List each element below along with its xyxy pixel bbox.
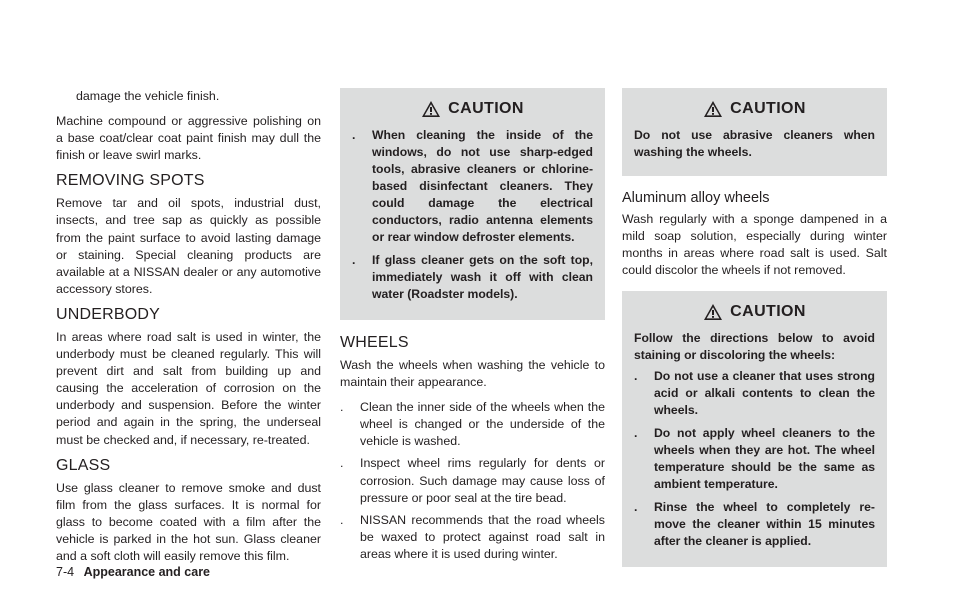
glass-text: Use glass cleaner to remove smoke and dust film from the glass surfaces. It is normal for glass to become coated with a film after the vehicle is parked in the hot sun. Glass cleaner and a soft cloth will easily remove this film.: [56, 480, 321, 563]
list-item: . Inspect wheel rims regularly for dents or corrosion. Such damage may cause loss of pressure or poor seal at the tire bead.: [340, 456, 605, 505]
wheels-heading: WHEELS: [340, 334, 409, 351]
caution-header: [634, 303, 875, 321]
list-item: . NISSAN recommends that the road wheels be waxed to protect against road salt in areas where it is used during winter.: [340, 512, 605, 561]
section-title: Appearance and care: [83, 565, 211, 579]
page-footer: [56, 565, 210, 579]
continued-text: damage the vehicle finish.: [76, 89, 220, 103]
caution-item: . Do not use a cleaner that uses strong acid or alkali contents to clean the wheels.: [634, 369, 875, 418]
caution-box-wheels: [622, 291, 887, 567]
list-item: . Clean the inner side of the wheels when the wheel is changed or the underside of the vehicle is washed.: [340, 400, 605, 449]
caution-header: [352, 100, 593, 118]
caution-list: [634, 368, 875, 550]
caution-title: CAUTION: [730, 100, 806, 117]
bullet: .: [352, 128, 356, 142]
bullet: .: [340, 512, 344, 527]
underbody-heading: UNDERBODY: [56, 305, 161, 323]
polishing-paragraph: Machine compound or aggressive polishing on a base coat/clear coat paint finish may dull the finish or leave swirl marks.: [56, 114, 321, 163]
caution-item: . When cleaning the inside of the windows, do not use sharp-edged tools, abrasive cleaners or chlorine-based disinfectant cleaners. They could damage the electrical conductors, radio antenna elements or rear window defroster elements.: [352, 128, 593, 244]
wheels-text: Wash the wheels when washing the vehicle to maintain their appearance.: [340, 358, 605, 390]
right-column: [622, 88, 887, 581]
bullet: .: [634, 500, 638, 515]
alloy-wheels-heading: Aluminum alloy wheels: [622, 190, 770, 206]
caution-item: . Rinse the wheel to completely re-move the cleaner within 15 minutes after the cleaner is applied.: [634, 500, 875, 549]
warning-triangle-icon: [421, 100, 441, 118]
glass-heading: GLASS: [56, 456, 111, 474]
caution-header: [634, 100, 875, 118]
bullet: .: [634, 369, 638, 384]
page-number: 7-4: [56, 565, 75, 579]
bullet: .: [352, 253, 356, 267]
alloy-wheels-text: Wash regularly with a sponge dampened in a mild soap solution, especially during winter months in areas where road salt is used. Salt could discolor the wheels if not removed.: [622, 212, 887, 278]
caution-intro: Follow the directions below to avoid staining or discoloring the wheels:: [634, 331, 875, 363]
bullet: .: [340, 456, 344, 471]
caution-title: CAUTION: [730, 303, 806, 321]
bullet: .: [634, 426, 638, 441]
underbody-text: In areas where road salt is used in winter, the underbody must be cleaned regularly. This will prevent dirt and salt from building up and causing the acceleration of corrosion on the underbody and suspension. Before the winter period and again in the spring, the underseal must be checked and, if necessary, re-treated.: [56, 329, 321, 447]
wheels-list: [340, 399, 605, 563]
caution-text: Do not use abrasive cleaners when washing the wheels.: [634, 128, 875, 159]
caution-item: . If glass cleaner gets on the soft top, immediately wash it off with clean water (Roadster models).: [352, 253, 593, 301]
warning-triangle-icon: [703, 100, 723, 118]
warning-triangle-icon: [703, 303, 723, 321]
caution-box-abrasive: [622, 88, 887, 176]
caution-box-glass: [340, 88, 605, 320]
bullet: .: [340, 400, 344, 415]
left-column: [56, 88, 321, 573]
caution-item: . Do not apply wheel cleaners to the wheels when they are hot. The wheel temperature should be the same as ambient temperature.: [634, 426, 875, 492]
caution-list: [352, 127, 593, 303]
middle-column: [340, 88, 605, 568]
caution-title: CAUTION: [448, 100, 524, 117]
removing-spots-text: Remove tar and oil spots, industrial dust, insects, and tree sap as quickly as possible from the paint surface to avoid lasting damage or staining. Special cleaning products are available at a NISSAN dealer or any automotive accessory stores.: [56, 196, 321, 296]
removing-spots-heading: REMOVING SPOTS: [56, 172, 205, 190]
